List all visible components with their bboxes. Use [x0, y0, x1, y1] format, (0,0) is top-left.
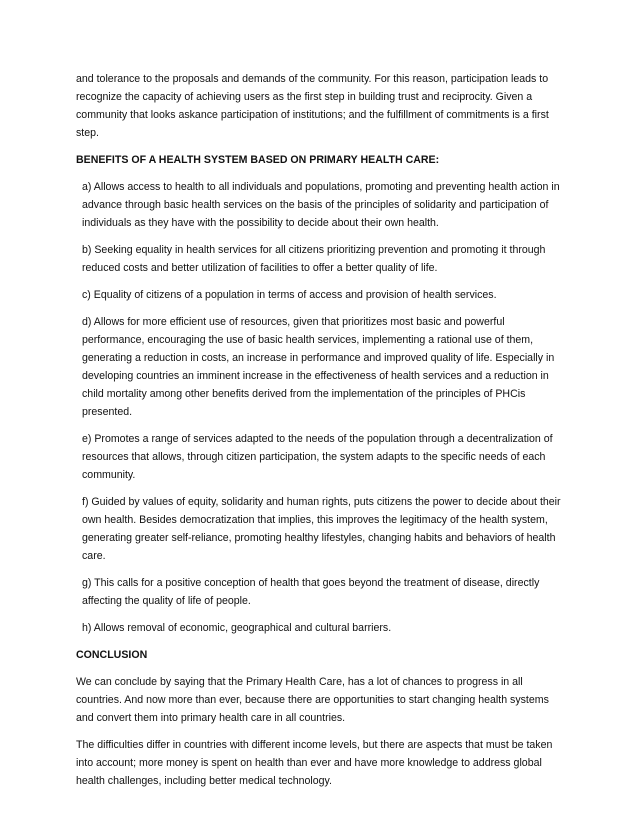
benefit-item-b: b) Seeking equality in health services for all citizens prioritizing prevention and promoting it through reduced costs and better utilization of facilities to offer a better quality of life. — [82, 244, 546, 274]
benefits-heading: BENEFITS OF A HEALTH SYSTEM BASED ON PRIMARY HEALTH CARE: — [76, 154, 440, 166]
benefit-item-h: h) Allows removal of economic, geographical and cultural barriers. — [82, 622, 392, 634]
document-page — [76, 70, 566, 799]
conclusion-heading: CONCLUSION — [76, 649, 148, 661]
conclusion-paragraph-2: The difficulties differ in countries with different income levels, but there are aspects that must be taken into account; more money is spent on health than ever and have more knowledge to address global health challenges, including better medical technology. — [76, 739, 553, 787]
benefit-item-g: g) This calls for a positive conception of health that goes beyond the treatment of disease, directly affecting the quality of life of people. — [82, 577, 540, 607]
benefit-item-c: c) Equality of citizens of a population in terms of access and provision of health services. — [82, 289, 497, 301]
benefit-item-e: e) Promotes a range of services adapted to the needs of the population through a decentralization of resources that allows, through citizen participation, the system adapts to the specific needs of each community. — [82, 433, 553, 481]
conclusion-paragraph-1: We can conclude by saying that the Primary Health Care, has a lot of chances to progress in all countries. And now more than ever, because there are opportunities to start changing health systems and convert them into primary health care in all countries. — [76, 676, 549, 724]
benefit-item-f: f) Guided by values of equity, solidarity and human rights, puts citizens the power to decide about their own health. Besides democratization that implies, this improves the legitimacy of the health system, generating greater self-reliance, promoting healthy lifestyles, changing habits and behaviors of health care. — [82, 496, 561, 562]
benefit-item-a: a) Allows access to health to all individuals and populations, promoting and preventing health action in advance through basic health services on the basis of the principles of solidarity and participation of individuals as they have with the possibility to decide about their own health. — [82, 181, 560, 229]
intro-paragraph: and tolerance to the proposals and demands of the community. For this reason, participation leads to recognize the capacity of achieving users as the first step in building trust and reciprocity. Given a community that looks askance participation of institutions; and the fulfillment of commitments is a first step. — [76, 73, 549, 139]
benefit-item-d: d) Allows for more efficient use of resources, given that prioritizes most basic and powerful performance, encouraging the use of basic health services, implementing a rational use of them, generating a reduction in costs, an increase in performance and improved quality of life. Especially in developing countries an imminent increase in the effectiveness of health services and a reduction in child mortality among other benefits derived from the implementation of the principles of PHCis presented. — [82, 316, 555, 418]
